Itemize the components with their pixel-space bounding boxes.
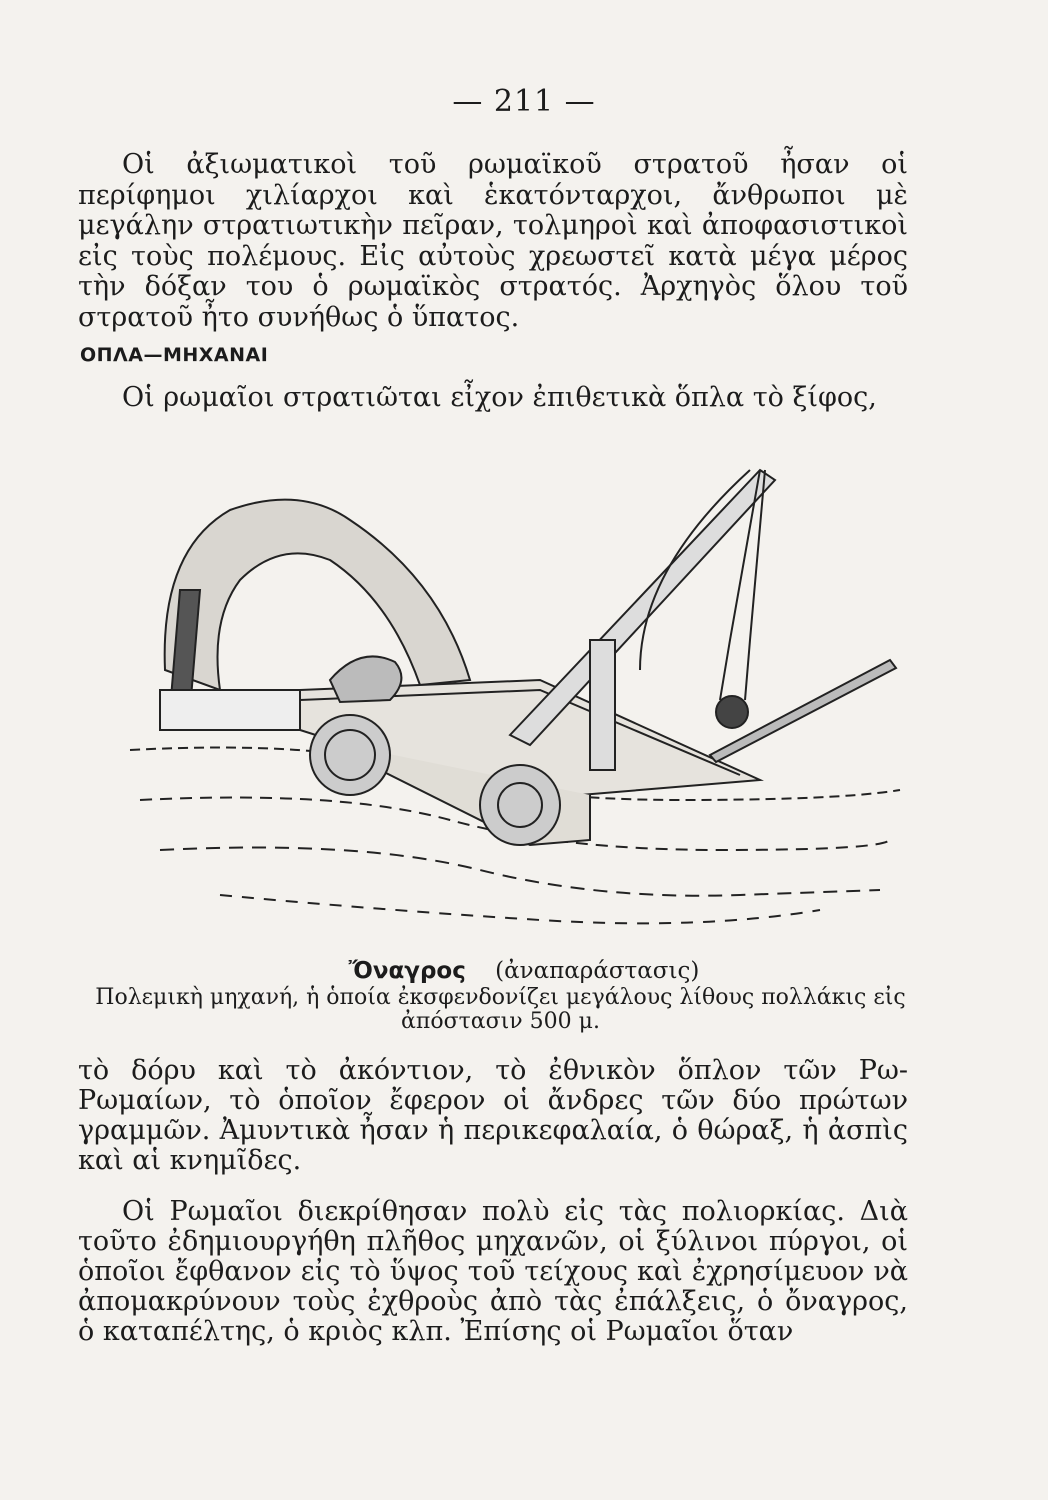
onager-figure bbox=[120, 440, 920, 940]
paragraph-weapons bbox=[78, 1056, 908, 1176]
figure-caption-name: Ὄναγρος bbox=[348, 958, 466, 984]
figure-caption-text: Πολεμικὴ μηχανή, ἡ ὁποία ἐκσφενδονίζει μεγάλους λίθους πολλάκις εἰς ἀπόστασιν 500 μ. bbox=[95, 985, 906, 1034]
page-number: — 211 — bbox=[452, 84, 596, 119]
figure-caption-title bbox=[0, 958, 1048, 984]
paragraph-weapons-text: τὸ δόρυ καὶ τὸ ἀκόντιον, τὸ ἐθνικὸν ὅπλον τῶν Ρω-Ρωμαίων, τὸ ὁποῖον ἔφερον οἱ ἄνδρες τῶν δύο πρώτων γραμμῶν. Ἀμυντικὰ ἦσαν ἡ περικεφαλαία, ὁ θώραξ, ἡ ἀσπὶς καὶ αἱ κνημῖδες. bbox=[78, 1055, 908, 1176]
paragraph-weapons-intro bbox=[78, 383, 908, 414]
paragraph-weapons-intro-text: Οἱ ρωμαῖοι στρατιῶται εἶχον ἐπιθετικὰ ὅπλα τὸ ξίφος, bbox=[122, 382, 877, 413]
section-heading: ΟΠΛΑ—ΜΗΧΑΝΑΙ bbox=[80, 344, 269, 366]
onager-illustration-icon bbox=[120, 440, 920, 940]
paragraph-officers-text: Οἱ ἀξιωματικοὶ τοῦ ρωμαϊκοῦ στρατοῦ ἦσαν οἱ περίφημοι χιλίαρχοι καὶ ἑκατόνταρχοι, ἄνθρωποι μὲ μεγάλην στρατιωτικὴν πεῖραν, τολμηροὶ καὶ ἀποφασιστικοὶ εἰς τοὺς πολέμους. Εἰς αὐτοὺς χρεωστεῖ κατὰ μέγα μέρος τὴν δόξαν του ὁ ρωμαϊκὸς στρατός. Ἀρχηγὸς ὅλου τοῦ στρατοῦ ἦτο συνήθως ὁ ὕπατος. bbox=[78, 149, 908, 333]
figure-caption-note: (ἀναπαράστασις) bbox=[495, 958, 700, 984]
paragraph-sieges bbox=[78, 1197, 908, 1347]
paragraph-sieges-text: Οἱ Ρωμαῖοι διεκρίθησαν πολὺ εἰς τὰς πολιορκίας. Διὰ τοῦτο ἐδημιουργήθη πλῆθος μηχανῶν, οἱ ξύλινοι πύργοι, οἱ ὁποῖοι ἔφθανον εἰς τὸ ὕψος τοῦ τείχους καὶ ἐχρησίμευον νὰ ἀπομακρύνουν τοὺς ἐχθροὺς ἀπὸ τὰς ἐπάλξεις, ὁ ὄναγρος, ὁ καταπέλτης, ὁ κριὸς κλπ. Ἐπίσης οἱ Ρωμαῖοι ὅταν bbox=[78, 1196, 908, 1347]
paragraph-officers bbox=[78, 150, 908, 333]
